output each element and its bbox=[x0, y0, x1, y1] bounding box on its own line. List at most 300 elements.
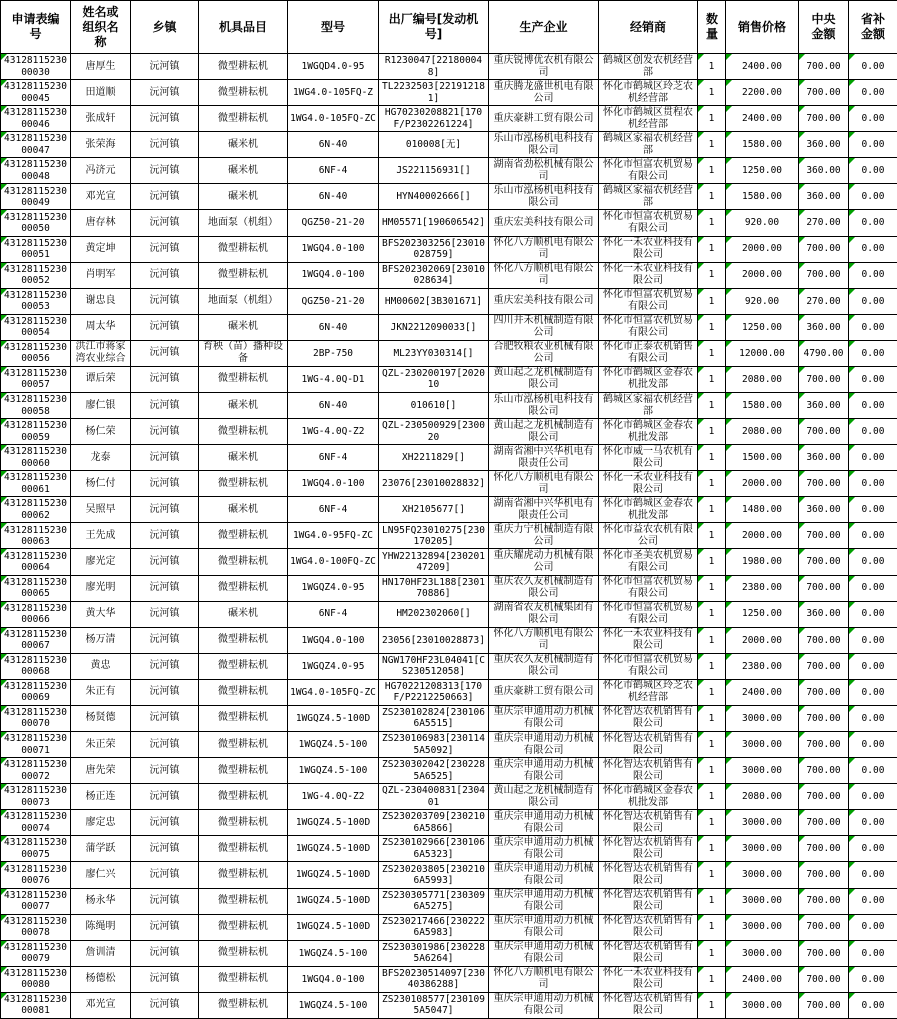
table-cell[interactable]: 怀化智达农机销售有限公司 bbox=[599, 758, 698, 784]
table-cell[interactable]: 廖光定 bbox=[71, 549, 131, 575]
table-cell[interactable]: 杨仁荣 bbox=[71, 419, 131, 445]
table-cell[interactable]: 4312811523000072 bbox=[1, 758, 71, 784]
table-cell[interactable]: 3000.00 bbox=[726, 758, 799, 784]
table-cell[interactable]: 6N-40 bbox=[288, 184, 379, 210]
table-cell[interactable]: 0.00 bbox=[849, 758, 897, 784]
table-cell[interactable]: 沅河镇 bbox=[131, 288, 199, 314]
table-cell[interactable]: 4312811523000046 bbox=[1, 106, 71, 132]
table-cell[interactable]: 1WGQ4.0-100 bbox=[288, 966, 379, 992]
table-cell[interactable]: 陈绳明 bbox=[71, 914, 131, 940]
table-cell[interactable]: ZS230102966[2301066A5323] bbox=[379, 836, 489, 862]
table-cell[interactable]: 2BP-750 bbox=[288, 340, 379, 366]
table-cell[interactable]: HM05571[190606542] bbox=[379, 210, 489, 236]
table-cell[interactable]: 4312811523000078 bbox=[1, 914, 71, 940]
table-cell[interactable]: 0.00 bbox=[849, 914, 897, 940]
table-cell[interactable]: 4312811523000064 bbox=[1, 549, 71, 575]
table-cell[interactable]: JS221156931[] bbox=[379, 158, 489, 184]
table-cell[interactable]: 3000.00 bbox=[726, 940, 799, 966]
table-cell[interactable]: 洪江市蒋家湾农业综合 bbox=[71, 340, 131, 366]
table-cell[interactable]: 蒲学跃 bbox=[71, 836, 131, 862]
table-cell[interactable]: 沅河镇 bbox=[131, 627, 199, 653]
table-cell[interactable]: QGZ50-21-20 bbox=[288, 288, 379, 314]
table-cell[interactable]: 1 bbox=[698, 210, 726, 236]
table-cell[interactable]: 乐山市泓杨机电科技有限公司 bbox=[489, 184, 599, 210]
table-cell[interactable]: ZS230217466[2302226A5983] bbox=[379, 914, 489, 940]
table-cell[interactable]: 0.00 bbox=[849, 966, 897, 992]
table-cell[interactable]: 怀化市圣美农机贸易有限公司 bbox=[599, 549, 698, 575]
table-cell[interactable]: R1230047[221800048] bbox=[379, 54, 489, 80]
table-cell[interactable]: 2080.00 bbox=[726, 784, 799, 810]
table-cell[interactable]: 700.00 bbox=[799, 419, 849, 445]
table-cell[interactable]: 6NF-4 bbox=[288, 601, 379, 627]
table-cell[interactable]: 1 bbox=[698, 236, 726, 262]
table-cell[interactable]: 怀化市鹤城区金春农机批发部 bbox=[599, 419, 698, 445]
column-header[interactable]: 申请表编号 bbox=[1, 1, 71, 54]
table-cell[interactable]: 唐存林 bbox=[71, 210, 131, 236]
table-cell[interactable]: 沅河镇 bbox=[131, 992, 199, 1018]
table-cell[interactable]: 1 bbox=[698, 601, 726, 627]
table-cell[interactable]: QZL-230400831[230401 bbox=[379, 784, 489, 810]
table-cell[interactable]: 黄定坤 bbox=[71, 236, 131, 262]
table-cell[interactable]: 谭后荣 bbox=[71, 366, 131, 392]
table-cell[interactable]: NGW170HF23L04041[CS230512058] bbox=[379, 653, 489, 679]
table-cell[interactable]: 张荣海 bbox=[71, 132, 131, 158]
table-cell[interactable]: 朱正有 bbox=[71, 679, 131, 705]
table-cell[interactable]: 1 bbox=[698, 966, 726, 992]
table-cell[interactable]: 0.00 bbox=[849, 523, 897, 549]
table-cell[interactable]: 沅河镇 bbox=[131, 497, 199, 523]
table-cell[interactable]: 1 bbox=[698, 393, 726, 419]
column-header[interactable]: 乡镇 bbox=[131, 1, 199, 54]
table-cell[interactable]: 怀化一禾农业科技有限公司 bbox=[599, 236, 698, 262]
table-cell[interactable]: 怀化市恒富农机贸易有限公司 bbox=[599, 210, 698, 236]
table-cell[interactable]: 700.00 bbox=[799, 888, 849, 914]
table-cell[interactable]: 重庆宗申通用动力机械有限公司 bbox=[489, 758, 599, 784]
table-cell[interactable]: 地面泵（机组） bbox=[199, 288, 288, 314]
table-cell[interactable]: 4312811523000048 bbox=[1, 158, 71, 184]
table-cell[interactable]: 23076[23010028832] bbox=[379, 471, 489, 497]
table-cell[interactable]: 怀化市鹤城区金春农机批发部 bbox=[599, 784, 698, 810]
table-cell[interactable]: 詹训清 bbox=[71, 940, 131, 966]
table-cell[interactable]: 700.00 bbox=[799, 705, 849, 731]
table-cell[interactable]: 怀化市威一马农机有限公司 bbox=[599, 445, 698, 471]
table-cell[interactable]: 1WGQ4.0-100 bbox=[288, 262, 379, 288]
table-cell[interactable]: 杨德松 bbox=[71, 966, 131, 992]
table-cell[interactable]: 0.00 bbox=[849, 601, 897, 627]
table-cell[interactable]: 700.00 bbox=[799, 940, 849, 966]
table-cell[interactable]: 0.00 bbox=[849, 340, 897, 366]
table-cell[interactable]: 0.00 bbox=[849, 888, 897, 914]
table-cell[interactable]: 碾米机 bbox=[199, 601, 288, 627]
table-cell[interactable]: HN170HF23L188[230170886] bbox=[379, 575, 489, 601]
table-cell[interactable]: 4312811523000062 bbox=[1, 497, 71, 523]
table-cell[interactable]: 沅河镇 bbox=[131, 54, 199, 80]
table-cell[interactable]: 沅河镇 bbox=[131, 80, 199, 106]
table-cell[interactable]: 沅河镇 bbox=[131, 184, 199, 210]
table-cell[interactable]: 4312811523000059 bbox=[1, 419, 71, 445]
table-cell[interactable]: 4312811523000065 bbox=[1, 575, 71, 601]
table-cell[interactable]: 1WG4.0-105FQ-Z bbox=[288, 80, 379, 106]
table-cell[interactable]: 怀化智达农机销售有限公司 bbox=[599, 836, 698, 862]
table-cell[interactable]: 4312811523000058 bbox=[1, 393, 71, 419]
table-cell[interactable]: 微型耕耘机 bbox=[199, 966, 288, 992]
table-cell[interactable]: 怀化八方顺机电有限公司 bbox=[489, 262, 599, 288]
table-cell[interactable]: 0.00 bbox=[849, 679, 897, 705]
table-cell[interactable]: 0.00 bbox=[849, 810, 897, 836]
table-cell[interactable]: 沅河镇 bbox=[131, 393, 199, 419]
table-cell[interactable]: 怀化市恒富农机贸易有限公司 bbox=[599, 575, 698, 601]
table-cell[interactable]: 怀化市恒富农机贸易有限公司 bbox=[599, 601, 698, 627]
table-cell[interactable]: 怀化市鹤城区贯程农机经营部 bbox=[599, 106, 698, 132]
table-cell[interactable]: 1WGQZ4.5-100 bbox=[288, 758, 379, 784]
table-cell[interactable]: 1 bbox=[698, 836, 726, 862]
table-cell[interactable]: 微型耕耘机 bbox=[199, 992, 288, 1018]
table-cell[interactable]: 1WG4.0-105FQ-ZC bbox=[288, 106, 379, 132]
column-header[interactable]: 销售价格 bbox=[726, 1, 799, 54]
table-cell[interactable]: 1 bbox=[698, 705, 726, 731]
table-cell[interactable]: 微型耕耘机 bbox=[199, 419, 288, 445]
table-cell[interactable]: 1 bbox=[698, 627, 726, 653]
table-cell[interactable]: 重庆腾龙盛世机电有限公司 bbox=[489, 80, 599, 106]
table-cell[interactable]: 碾米机 bbox=[199, 314, 288, 340]
table-cell[interactable]: 微型耕耘机 bbox=[199, 80, 288, 106]
table-cell[interactable]: 怀化智达农机销售有限公司 bbox=[599, 705, 698, 731]
table-cell[interactable]: 1 bbox=[698, 184, 726, 210]
table-cell[interactable]: 700.00 bbox=[799, 262, 849, 288]
table-cell[interactable]: 1 bbox=[698, 732, 726, 758]
table-cell[interactable]: 杨正连 bbox=[71, 784, 131, 810]
table-cell[interactable]: 700.00 bbox=[799, 106, 849, 132]
table-cell[interactable]: 微型耕耘机 bbox=[199, 54, 288, 80]
table-cell[interactable]: 1 bbox=[698, 288, 726, 314]
table-cell[interactable]: 0.00 bbox=[849, 732, 897, 758]
table-cell[interactable]: 怀化智达农机销售有限公司 bbox=[599, 888, 698, 914]
table-cell[interactable]: 鹤城区家福农机经营部 bbox=[599, 132, 698, 158]
table-cell[interactable]: 怀化市恒富农机贸易有限公司 bbox=[599, 653, 698, 679]
table-cell[interactable]: 1WG4.0-95FQ-ZC bbox=[288, 523, 379, 549]
table-cell[interactable]: 沅河镇 bbox=[131, 132, 199, 158]
table-cell[interactable]: 1 bbox=[698, 471, 726, 497]
table-cell[interactable]: 廖定忠 bbox=[71, 810, 131, 836]
table-cell[interactable]: 1 bbox=[698, 262, 726, 288]
table-cell[interactable]: 1 bbox=[698, 445, 726, 471]
table-cell[interactable]: 4312811523000063 bbox=[1, 523, 71, 549]
table-cell[interactable]: 沅河镇 bbox=[131, 523, 199, 549]
table-cell[interactable]: 怀化智达农机销售有限公司 bbox=[599, 914, 698, 940]
table-cell[interactable]: 4790.00 bbox=[799, 340, 849, 366]
table-cell[interactable]: 重庆农久友机械制造有限公司 bbox=[489, 575, 599, 601]
table-cell[interactable]: 360.00 bbox=[799, 393, 849, 419]
table-cell[interactable]: 碾米机 bbox=[199, 184, 288, 210]
table-cell[interactable]: 湖南省湘中兴华机电有限责任公司 bbox=[489, 445, 599, 471]
table-cell[interactable]: 3000.00 bbox=[726, 705, 799, 731]
table-cell[interactable]: 微型耕耘机 bbox=[199, 914, 288, 940]
table-cell[interactable]: 微型耕耘机 bbox=[199, 784, 288, 810]
table-cell[interactable]: 重庆耀虎动力机械有限公司 bbox=[489, 549, 599, 575]
table-cell[interactable]: ZS230108577[2301095A5047] bbox=[379, 992, 489, 1018]
table-cell[interactable]: 沅河镇 bbox=[131, 601, 199, 627]
table-cell[interactable]: 乐山市泓杨机电科技有限公司 bbox=[489, 393, 599, 419]
table-cell[interactable]: 怀化市恒富农机贸易有限公司 bbox=[599, 314, 698, 340]
table-cell[interactable]: 1WG4.0-105FQ-ZC bbox=[288, 679, 379, 705]
table-cell[interactable]: 3000.00 bbox=[726, 862, 799, 888]
table-cell[interactable]: 重庆锐博优农机有限公司 bbox=[489, 54, 599, 80]
table-cell[interactable]: YHW22132894[23020147209] bbox=[379, 549, 489, 575]
table-cell[interactable]: 育秧（苗）播种设备 bbox=[199, 340, 288, 366]
table-cell[interactable]: 沅河镇 bbox=[131, 784, 199, 810]
table-cell[interactable]: HM00602[3B301671] bbox=[379, 288, 489, 314]
table-cell[interactable]: 360.00 bbox=[799, 601, 849, 627]
table-cell[interactable]: QGZ50-21-20 bbox=[288, 210, 379, 236]
table-cell[interactable]: 1WGQ4.0-100 bbox=[288, 236, 379, 262]
table-cell[interactable]: 怀化智达农机销售有限公司 bbox=[599, 810, 698, 836]
table-cell[interactable]: 1 bbox=[698, 888, 726, 914]
table-cell[interactable]: 乐山市泓杨机电科技有限公司 bbox=[489, 132, 599, 158]
table-cell[interactable]: 1 bbox=[698, 314, 726, 340]
table-cell[interactable]: 吴照早 bbox=[71, 497, 131, 523]
table-cell[interactable]: 1WGQ4.0-100 bbox=[288, 471, 379, 497]
table-cell[interactable]: 1WGQD4.0-95 bbox=[288, 54, 379, 80]
table-cell[interactable]: 重庆宗申通用动力机械有限公司 bbox=[489, 810, 599, 836]
table-cell[interactable]: 微型耕耘机 bbox=[199, 810, 288, 836]
table-cell[interactable]: 沅河镇 bbox=[131, 210, 199, 236]
table-cell[interactable]: 4312811523000045 bbox=[1, 80, 71, 106]
table-cell[interactable]: 怀化市恒富农机贸易有限公司 bbox=[599, 288, 698, 314]
table-cell[interactable]: 怀化智达农机销售有限公司 bbox=[599, 732, 698, 758]
table-cell[interactable]: HG70221208313[170F/P2212250663] bbox=[379, 679, 489, 705]
table-cell[interactable]: 2380.00 bbox=[726, 575, 799, 601]
table-cell[interactable]: 700.00 bbox=[799, 758, 849, 784]
table-cell[interactable]: 1WG-4.0Q-D1 bbox=[288, 366, 379, 392]
table-cell[interactable]: 黄山起之龙机械制造有限公司 bbox=[489, 366, 599, 392]
table-cell[interactable]: 0.00 bbox=[849, 288, 897, 314]
table-cell[interactable]: 重庆豪耕工贸有限公司 bbox=[489, 679, 599, 705]
table-cell[interactable]: 1 bbox=[698, 862, 726, 888]
table-cell[interactable]: 沅河镇 bbox=[131, 836, 199, 862]
table-cell[interactable]: 1WGQZ4.5-100 bbox=[288, 732, 379, 758]
table-cell[interactable]: 4312811523000051 bbox=[1, 236, 71, 262]
table-cell[interactable]: 1WG4.0-100FQ-ZC bbox=[288, 549, 379, 575]
table-cell[interactable]: 朱正荣 bbox=[71, 732, 131, 758]
table-cell[interactable]: 700.00 bbox=[799, 836, 849, 862]
table-cell[interactable]: 0.00 bbox=[849, 54, 897, 80]
table-cell[interactable]: 1 bbox=[698, 340, 726, 366]
table-cell[interactable]: 微型耕耘机 bbox=[199, 732, 288, 758]
table-cell[interactable]: 270.00 bbox=[799, 210, 849, 236]
table-cell[interactable]: QZL-230500929[230020 bbox=[379, 419, 489, 445]
table-cell[interactable]: 0.00 bbox=[849, 627, 897, 653]
table-cell[interactable]: 怀化智达农机销售有限公司 bbox=[599, 862, 698, 888]
table-cell[interactable]: 4312811523000070 bbox=[1, 705, 71, 731]
table-cell[interactable]: 4312811523000068 bbox=[1, 653, 71, 679]
table-cell[interactable]: 怀化八方顺机电有限公司 bbox=[489, 471, 599, 497]
table-cell[interactable]: LN95FQ23010275[230170205] bbox=[379, 523, 489, 549]
table-cell[interactable]: 黄山起之龙机械制造有限公司 bbox=[489, 784, 599, 810]
table-cell[interactable]: 田道顺 bbox=[71, 80, 131, 106]
table-cell[interactable]: 重庆宗申通用动力机械有限公司 bbox=[489, 940, 599, 966]
table-cell[interactable]: 王先成 bbox=[71, 523, 131, 549]
column-header[interactable]: 中央金额 bbox=[799, 1, 849, 54]
table-cell[interactable]: 0.00 bbox=[849, 236, 897, 262]
table-cell[interactable]: 0.00 bbox=[849, 393, 897, 419]
table-cell[interactable]: 重庆豪耕工贸有限公司 bbox=[489, 106, 599, 132]
table-cell[interactable]: 6NF-4 bbox=[288, 158, 379, 184]
table-cell[interactable]: 微型耕耘机 bbox=[199, 262, 288, 288]
table-cell[interactable]: 微型耕耘机 bbox=[199, 705, 288, 731]
table-cell[interactable]: 沅河镇 bbox=[131, 966, 199, 992]
table-cell[interactable]: 4312811523000052 bbox=[1, 262, 71, 288]
column-header[interactable]: 型号 bbox=[288, 1, 379, 54]
table-cell[interactable]: 微型耕耘机 bbox=[199, 758, 288, 784]
table-cell[interactable]: 1580.00 bbox=[726, 132, 799, 158]
table-cell[interactable]: 920.00 bbox=[726, 288, 799, 314]
table-cell[interactable]: 4312811523000067 bbox=[1, 627, 71, 653]
table-cell[interactable]: 1WG-4.0Q-Z2 bbox=[288, 419, 379, 445]
table-cell[interactable]: 重庆农久友机械制造有限公司 bbox=[489, 653, 599, 679]
table-cell[interactable]: 4312811523000054 bbox=[1, 314, 71, 340]
table-cell[interactable]: 沅河镇 bbox=[131, 314, 199, 340]
table-cell[interactable]: 6N-40 bbox=[288, 132, 379, 158]
table-cell[interactable]: 龙泰 bbox=[71, 445, 131, 471]
table-cell[interactable]: 700.00 bbox=[799, 471, 849, 497]
table-cell[interactable]: 重庆宗申通用动力机械有限公司 bbox=[489, 732, 599, 758]
table-cell[interactable]: 0.00 bbox=[849, 497, 897, 523]
table-cell[interactable]: 1 bbox=[698, 575, 726, 601]
table-cell[interactable]: 怀化八方顺机电有限公司 bbox=[489, 236, 599, 262]
table-cell[interactable]: 碾米机 bbox=[199, 497, 288, 523]
table-cell[interactable]: 700.00 bbox=[799, 236, 849, 262]
table-cell[interactable]: 重庆宗申通用动力机械有限公司 bbox=[489, 836, 599, 862]
table-cell[interactable]: 微型耕耘机 bbox=[199, 862, 288, 888]
table-cell[interactable]: 2400.00 bbox=[726, 679, 799, 705]
table-cell[interactable]: 23056[23010028873] bbox=[379, 627, 489, 653]
table-cell[interactable]: 0.00 bbox=[849, 549, 897, 575]
table-cell[interactable]: 6NF-4 bbox=[288, 445, 379, 471]
table-cell[interactable]: 700.00 bbox=[799, 523, 849, 549]
table-cell[interactable]: 微型耕耘机 bbox=[199, 836, 288, 862]
table-cell[interactable]: 1 bbox=[698, 54, 726, 80]
table-cell[interactable]: 2000.00 bbox=[726, 523, 799, 549]
table-cell[interactable]: 沅河镇 bbox=[131, 549, 199, 575]
table-cell[interactable]: 4312811523000071 bbox=[1, 732, 71, 758]
table-cell[interactable]: 怀化智达农机销售有限公司 bbox=[599, 992, 698, 1018]
table-cell[interactable]: 碾米机 bbox=[199, 445, 288, 471]
table-cell[interactable]: 微型耕耘机 bbox=[199, 471, 288, 497]
table-cell[interactable]: 700.00 bbox=[799, 679, 849, 705]
table-cell[interactable]: 2000.00 bbox=[726, 471, 799, 497]
table-cell[interactable]: 重庆宗申通用动力机械有限公司 bbox=[489, 914, 599, 940]
table-cell[interactable]: 怀化一禾农业科技有限公司 bbox=[599, 966, 698, 992]
table-cell[interactable]: ML23YY030314[] bbox=[379, 340, 489, 366]
table-cell[interactable]: 怀化一禾农业科技有限公司 bbox=[599, 627, 698, 653]
table-cell[interactable]: 700.00 bbox=[799, 627, 849, 653]
table-cell[interactable]: 0.00 bbox=[849, 158, 897, 184]
table-cell[interactable]: XH2211829[] bbox=[379, 445, 489, 471]
table-cell[interactable]: 2380.00 bbox=[726, 653, 799, 679]
table-cell[interactable]: 4312811523000075 bbox=[1, 836, 71, 862]
table-cell[interactable]: HG70230208821[170F/P2302261224] bbox=[379, 106, 489, 132]
table-cell[interactable]: 1WGQZ4.5-100D bbox=[288, 914, 379, 940]
table-cell[interactable]: 4312811523000074 bbox=[1, 810, 71, 836]
table-cell[interactable]: 4312811523000073 bbox=[1, 784, 71, 810]
column-header[interactable]: 省补金额 bbox=[849, 1, 897, 54]
table-cell[interactable]: 4312811523000057 bbox=[1, 366, 71, 392]
table-cell[interactable]: 重庆宏美科技有限公司 bbox=[489, 288, 599, 314]
table-cell[interactable]: 1580.00 bbox=[726, 184, 799, 210]
table-cell[interactable]: 沅河镇 bbox=[131, 732, 199, 758]
table-cell[interactable]: 碾米机 bbox=[199, 158, 288, 184]
table-cell[interactable]: 1500.00 bbox=[726, 445, 799, 471]
table-cell[interactable]: 3000.00 bbox=[726, 914, 799, 940]
table-cell[interactable]: 邓光宣 bbox=[71, 184, 131, 210]
table-cell[interactable]: 4312811523000079 bbox=[1, 940, 71, 966]
table-cell[interactable]: 黄山起之龙机械制造有限公司 bbox=[489, 419, 599, 445]
table-cell[interactable]: 四川井禾机械制造有限公司 bbox=[489, 314, 599, 340]
table-cell[interactable]: 邓光宣 bbox=[71, 992, 131, 1018]
column-header[interactable]: 生产企业 bbox=[489, 1, 599, 54]
table-cell[interactable]: 360.00 bbox=[799, 184, 849, 210]
table-cell[interactable]: 微型耕耘机 bbox=[199, 523, 288, 549]
table-cell[interactable]: 重庆宏美科技有限公司 bbox=[489, 210, 599, 236]
table-cell[interactable]: ZS230301986[2302285A6264] bbox=[379, 940, 489, 966]
table-cell[interactable]: 沅河镇 bbox=[131, 679, 199, 705]
table-cell[interactable]: 沅河镇 bbox=[131, 471, 199, 497]
table-cell[interactable]: 黄大华 bbox=[71, 601, 131, 627]
table-cell[interactable]: 1WGQZ4.5-100D bbox=[288, 836, 379, 862]
table-cell[interactable]: 700.00 bbox=[799, 549, 849, 575]
table-cell[interactable]: 1WGQZ4.0-95 bbox=[288, 575, 379, 601]
table-cell[interactable]: 3000.00 bbox=[726, 888, 799, 914]
table-cell[interactable]: 0.00 bbox=[849, 705, 897, 731]
table-cell[interactable]: 0.00 bbox=[849, 862, 897, 888]
table-cell[interactable]: 700.00 bbox=[799, 992, 849, 1018]
table-cell[interactable]: ZS230305771[2303096A5275] bbox=[379, 888, 489, 914]
table-cell[interactable]: 微型耕耘机 bbox=[199, 575, 288, 601]
table-cell[interactable]: ZS230106983[2301145A5092] bbox=[379, 732, 489, 758]
table-cell[interactable]: 微型耕耘机 bbox=[199, 236, 288, 262]
table-cell[interactable]: 6N-40 bbox=[288, 393, 379, 419]
table-cell[interactable]: 1WGQ4.0-100 bbox=[288, 627, 379, 653]
table-cell[interactable]: 碾米机 bbox=[199, 393, 288, 419]
table-cell[interactable]: 4312811523000053 bbox=[1, 288, 71, 314]
table-cell[interactable]: 谢忠良 bbox=[71, 288, 131, 314]
table-cell[interactable]: 700.00 bbox=[799, 862, 849, 888]
table-cell[interactable]: 1 bbox=[698, 158, 726, 184]
table-cell[interactable]: 1 bbox=[698, 549, 726, 575]
table-cell[interactable]: 黄忠 bbox=[71, 653, 131, 679]
table-cell[interactable]: 0.00 bbox=[849, 132, 897, 158]
table-cell[interactable]: 怀化市益农农机有限公司 bbox=[599, 523, 698, 549]
table-cell[interactable]: 怀化八方顺机电有限公司 bbox=[489, 966, 599, 992]
table-cell[interactable]: 1480.00 bbox=[726, 497, 799, 523]
table-cell[interactable]: 700.00 bbox=[799, 80, 849, 106]
table-cell[interactable]: 0.00 bbox=[849, 575, 897, 601]
table-cell[interactable]: 1WGQZ4.5-100 bbox=[288, 940, 379, 966]
table-cell[interactable]: 360.00 bbox=[799, 314, 849, 340]
table-cell[interactable]: 怀化智达农机销售有限公司 bbox=[599, 940, 698, 966]
table-cell[interactable]: 怀化市鹤城区金春农机批发部 bbox=[599, 497, 698, 523]
table-cell[interactable]: 0.00 bbox=[849, 262, 897, 288]
table-cell[interactable]: 1 bbox=[698, 992, 726, 1018]
table-cell[interactable]: 3000.00 bbox=[726, 810, 799, 836]
table-cell[interactable]: 1 bbox=[698, 523, 726, 549]
table-cell[interactable]: 4312811523000056 bbox=[1, 340, 71, 366]
table-cell[interactable]: 1 bbox=[698, 914, 726, 940]
table-cell[interactable]: 1250.00 bbox=[726, 601, 799, 627]
table-cell[interactable]: 0.00 bbox=[849, 106, 897, 132]
table-cell[interactable]: 廖仁银 bbox=[71, 393, 131, 419]
table-cell[interactable]: JKN2212090033[] bbox=[379, 314, 489, 340]
